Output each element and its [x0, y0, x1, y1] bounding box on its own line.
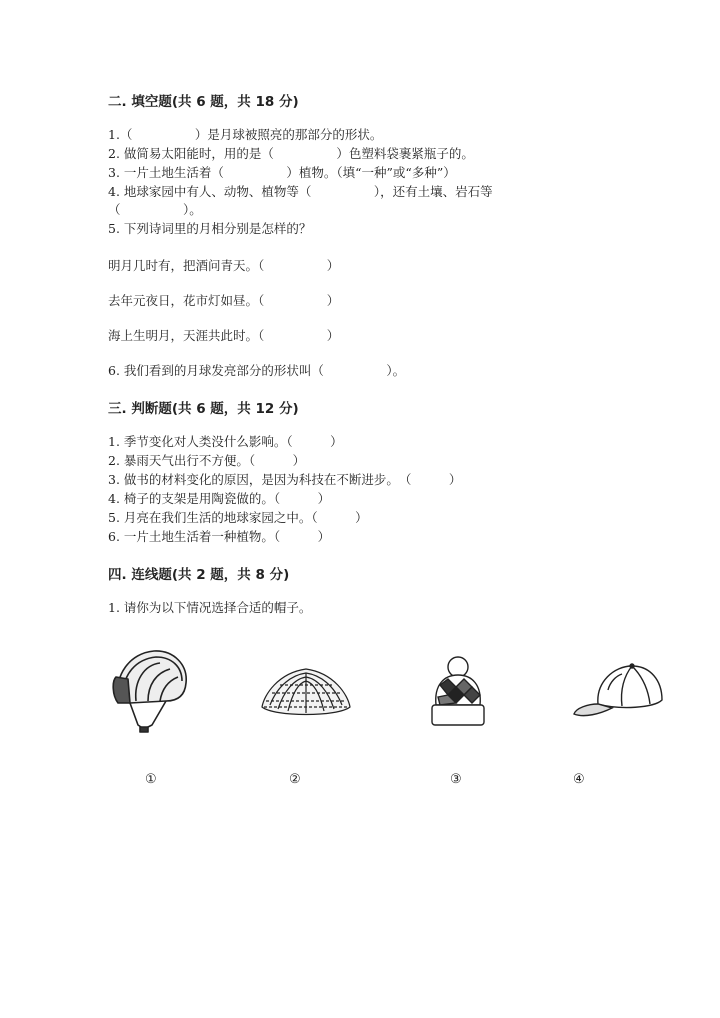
straw-hat-icon: [258, 655, 354, 725]
fill-q5: 5. 下列诗词里的月相分别是怎样的？: [108, 221, 312, 236]
judge-q4: 4. 椅子的支架是用陶瓷做的。（ ）: [108, 491, 331, 506]
match-number-4: ④: [573, 772, 585, 787]
baseball-cap-icon: [570, 660, 666, 722]
fill-q1: 1.（ ）是月球被照亮的那部分的形状。: [108, 127, 383, 142]
match-q1: 1. 请你为以下情况选择合适的帽子。: [108, 600, 312, 615]
fill-q4: 4. 地球家园中有人、动物、植物等（ ），还有土壤、岩石等: [108, 184, 493, 199]
bike-helmet-icon: [108, 645, 192, 735]
section-fill-title: 二. 填空题(共 6 题，共 18 分): [108, 94, 299, 110]
judge-q2: 2. 暴雨天气出行不方便。（ ）: [108, 453, 306, 468]
fill-q5-poem3: 海上生明月，天涯共此时。（ ）: [108, 328, 340, 343]
fill-q5-poem2: 去年元夜日，花市灯如昼。（ ）: [108, 293, 340, 308]
match-number-3: ③: [450, 772, 462, 787]
match-number-2: ②: [289, 772, 301, 787]
fill-q4-cont: （ ）。: [108, 202, 202, 217]
fill-q5-poem1: 明月几时有，把酒问青天。（ ）: [108, 258, 340, 273]
fill-q6: 6. 我们看到的月球发亮部分的形状叫（ ）。: [108, 363, 406, 378]
judge-q6: 6. 一片土地生活着一种植物。（ ）: [108, 529, 331, 544]
judge-q5: 5. 月亮在我们生活的地球家园之中。（ ）: [108, 510, 368, 525]
match-number-1: ①: [145, 772, 157, 787]
section-judge-title: 三. 判断题(共 6 题，共 12 分): [108, 401, 299, 417]
judge-q3: 3. 做书的材料变化的原因，是因为科技在不断进步。 （ ）: [108, 472, 462, 487]
fill-q2: 2. 做简易太阳能时，用的是（ ）色塑料袋裹紧瓶子的。: [108, 146, 474, 161]
judge-q1: 1. 季节变化对人类没什么影响。（ ）: [108, 434, 343, 449]
section-match-title: 四. 连线题(共 2 题，共 8 分): [108, 567, 290, 583]
fill-q3: 3. 一片土地生活着（ ）植物。（填“一种”或“多种”）: [108, 165, 456, 180]
knit-beanie-icon: [426, 655, 490, 731]
